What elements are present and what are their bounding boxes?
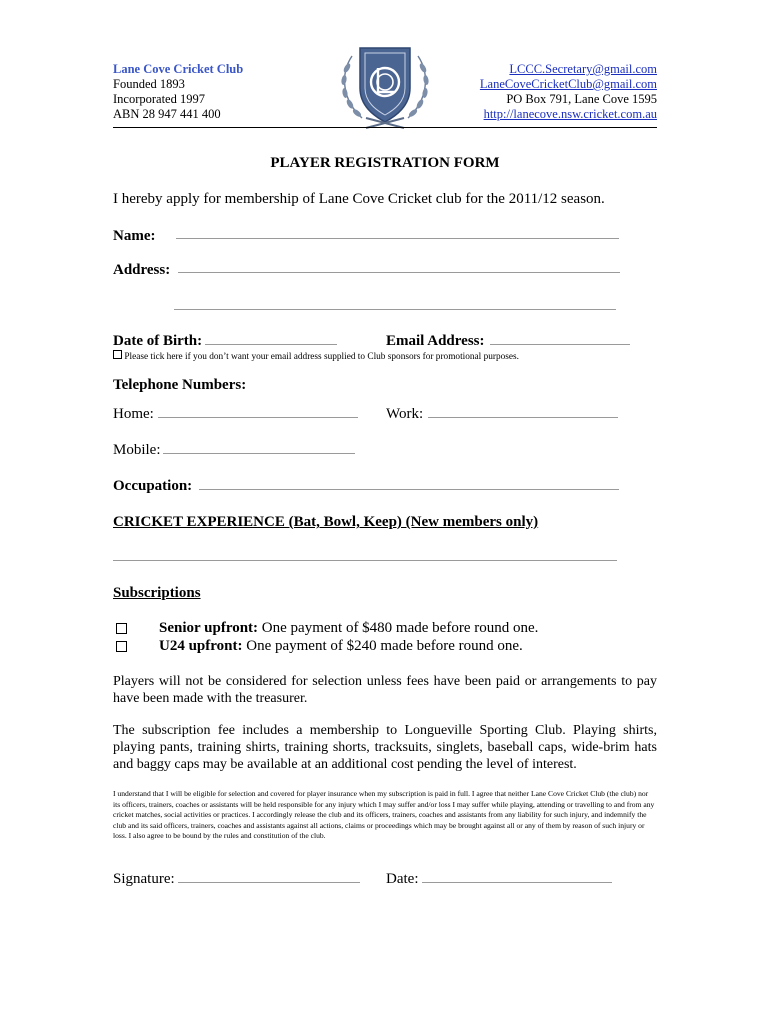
po-box-text: PO Box 791, Lane Cove 1595 <box>506 92 657 106</box>
u24-upfront-checkbox[interactable] <box>116 641 127 652</box>
intro-text: I hereby apply for membership of Lane Cove Cricket club for the 2011/12 season. <box>113 191 605 207</box>
subscriptions-heading: Subscriptions <box>113 585 201 601</box>
selection-paragraph: Players will not be considered for selection unless fees have been paid or arrangements to pay have been made with the treasurer. <box>113 674 657 706</box>
header-divider <box>113 127 657 128</box>
occupation-field[interactable] <box>199 489 619 490</box>
home-label: Home: <box>113 406 154 422</box>
sponsor-opt-out-checkbox[interactable] <box>113 350 122 359</box>
form-title: PLAYER REGISTRATION FORM <box>270 155 500 171</box>
u24-upfront-option <box>159 638 523 655</box>
mobile-phone-field[interactable] <box>163 453 355 454</box>
address-field-line-2[interactable] <box>174 309 616 310</box>
signature-label: Signature: <box>113 871 175 887</box>
senior-upfront-text: One payment of $480 made before round one. <box>258 620 539 636</box>
email-field[interactable] <box>490 344 630 345</box>
disclaimer-text: I understand that I will be eligible for selection and covered for player insurance when my subscription is paid in full. I agree that neither Lane Cove Cricket Club (the club) nor its officers, trainers, coaches or assistants will be held responsible for any injury which I may suffer and/or loss I may suffer while playing, attending or travelling to and from any cricket matches, social activities or practices. I accordingly release the club and its officers, trainers, coaches and assistants from any liability for such injury, and indemnify the club and its said officers, trainers, coaches and assistants against all actions, claims or proceedings which may be brought against all or any of them by reason of such injury or loss. I also agree to be bound by the rules and constitution of the club. <box>113 789 655 840</box>
abn-text: ABN 28 947 441 400 <box>113 107 221 121</box>
club-name: Lane Cove Cricket Club <box>113 62 244 76</box>
senior-upfront-option <box>159 620 538 637</box>
occupation-label: Occupation: <box>113 478 193 494</box>
email-label: Email Address: <box>386 333 485 349</box>
date-label: Date: <box>386 871 419 887</box>
signature-field[interactable] <box>178 882 360 883</box>
club-logo <box>336 38 434 130</box>
mobile-label: Mobile: <box>113 442 161 458</box>
subscription-fee-paragraph: The subscription fee includes a membership to Longueville Sporting Club. Playing shirts, playing pants, training shirts, training shorts, tracksuits, singlets, baseball caps, wide-brim hats and baggy caps may be available at an additional cost pending the level of interest. <box>113 723 657 772</box>
sponsor-opt-out <box>113 350 519 363</box>
senior-upfront-label: Senior upfront: <box>159 620 259 636</box>
work-label: Work: <box>386 406 424 422</box>
website-link[interactable]: http://lanecove.nsw.cricket.com.au <box>483 107 657 121</box>
dob-field[interactable] <box>205 344 337 345</box>
work-phone-field[interactable] <box>428 417 618 418</box>
address-field-line-1[interactable] <box>178 272 620 273</box>
experience-heading: CRICKET EXPERIENCE (Bat, Bowl, Keep) (New members only) <box>113 514 539 530</box>
name-label: Name: <box>113 228 156 244</box>
club-email-link[interactable]: LaneCoveCricketClub@gmail.com <box>479 77 657 91</box>
u24-upfront-text: One payment of $240 made before round one. <box>242 638 523 654</box>
date-field[interactable] <box>422 882 612 883</box>
name-field[interactable] <box>176 238 619 239</box>
telephone-heading: Telephone Numbers: <box>113 377 247 393</box>
address-label: Address: <box>113 262 171 278</box>
experience-field[interactable] <box>113 560 617 561</box>
home-phone-field[interactable] <box>158 417 358 418</box>
senior-upfront-checkbox[interactable] <box>116 623 127 634</box>
sponsor-note-text: Please tick here if you don’t want your email address supplied to Club sponsors for promotional purposes. <box>124 352 519 362</box>
incorporated-text: Incorporated 1997 <box>113 92 205 106</box>
dob-label: Date of Birth: <box>113 333 203 349</box>
secretary-email-link[interactable]: LCCC.Secretary@gmail.com <box>509 62 657 76</box>
club-info <box>113 62 243 122</box>
founded-text: Founded 1893 <box>113 77 185 91</box>
u24-upfront-label: U24 upfront: <box>159 638 243 654</box>
contact-info <box>480 62 657 122</box>
